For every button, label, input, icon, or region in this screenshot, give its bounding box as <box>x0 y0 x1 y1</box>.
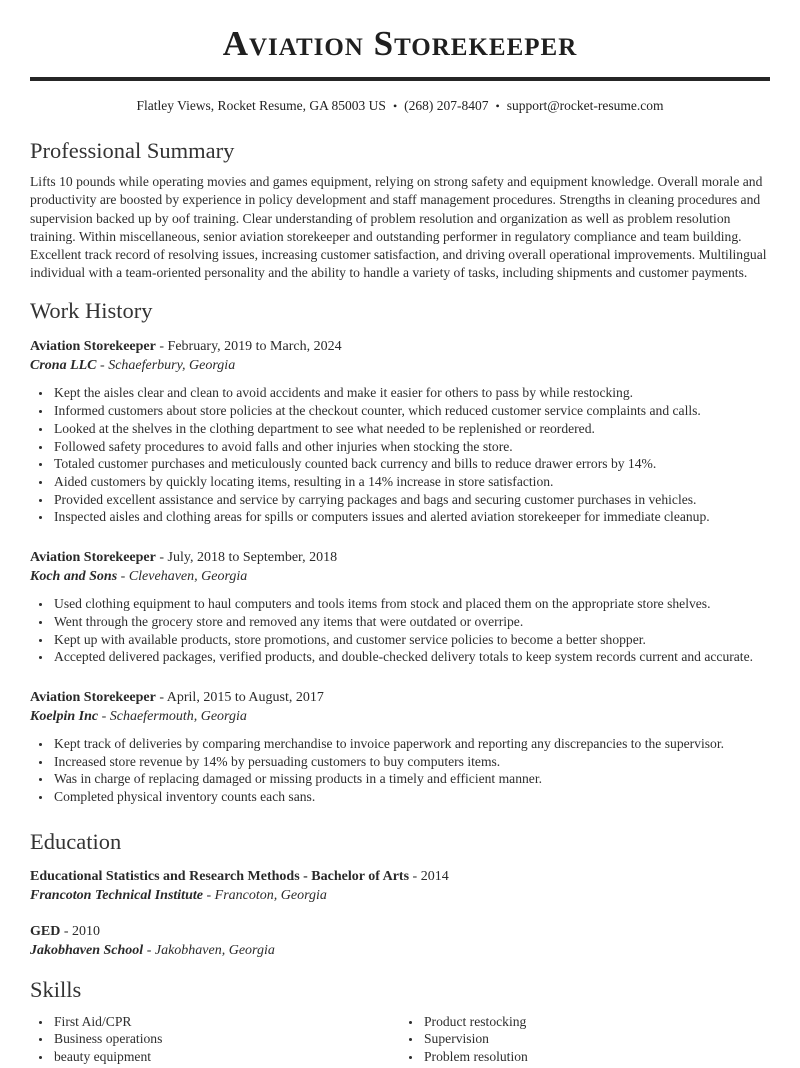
job-bullet: • Increased store revenue by 14% by persuading customers to buy computers items. <box>52 753 770 771</box>
skills-columns <box>30 1013 770 1066</box>
resume-page <box>0 24 800 1066</box>
skills-column-right <box>400 1013 770 1066</box>
education-degree: GED <box>30 923 61 939</box>
education-year: 2014 <box>420 868 449 884</box>
skill-item: • beauty equipment <box>52 1048 400 1066</box>
education-degree-line <box>30 867 770 886</box>
job-bullet: • Completed physical inventory counts each sans. <box>52 788 770 806</box>
job-bullet-list <box>30 595 770 666</box>
job-bullet: • Was in charge of replacing damaged or missing products in a timely and efficient manner. <box>52 770 770 788</box>
education-location: Jakobhaven, Georgia <box>154 942 275 958</box>
education-degree-line <box>30 922 770 941</box>
separator-dash: - <box>120 569 126 585</box>
job-bullet: • Looked at the shelves in the clothing department to see what needed to be replenished or reordered. <box>52 420 770 438</box>
contact-separator-dot: • <box>392 99 398 114</box>
job-dates: July, 2018 to September, 2018 <box>167 550 338 566</box>
section-heading-work-history: Work History <box>30 298 153 324</box>
job-dates: February, 2019 to March, 2024 <box>167 339 342 355</box>
separator-dash: - <box>412 868 418 884</box>
job-location: Schaefermouth, Georgia <box>109 708 247 724</box>
job-title-line <box>30 548 770 567</box>
job-title: Aviation Storekeeper <box>30 550 156 566</box>
job-bullet: • Aided customers by quickly locating items, resulting in a 14% increase in store satisfaction. <box>52 473 770 491</box>
job-bullet: • Accepted delivered packages, verified products, and double-checked delivery totals to keep system records current and accurate. <box>52 648 770 666</box>
job-company: Koelpin Inc <box>30 708 99 724</box>
job-bullet: • Used clothing equipment to haul computers and tools items from stock and placed them on the appropriate store shelves. <box>52 595 770 613</box>
contact-address: Flatley Views, Rocket Resume, GA 85003 US <box>136 98 386 114</box>
job-title-line <box>30 688 770 707</box>
separator-dash: - <box>159 550 165 566</box>
contact-email: support@rocket-resume.com <box>506 98 664 114</box>
education-degree: Educational Statistics and Research Methods - Bachelor of Arts <box>30 868 410 884</box>
job-bullet: • Kept track of deliveries by comparing merchandise to invoice paperwork and reporting any discrepancies to the supervisor. <box>52 735 770 753</box>
contact-phone: (268) 207-8407 <box>404 98 489 114</box>
job-bullet: • Kept up with available products, store promotions, and customer service policies to become a better shopper. <box>52 631 770 649</box>
job-location: Clevehaven, Georgia <box>128 569 248 585</box>
education-school-line <box>30 941 770 960</box>
job-company: Koch and Sons <box>30 569 118 585</box>
separator-dash: - <box>63 923 69 939</box>
education-location: Francoton, Georgia <box>214 887 327 903</box>
contact-separator-dot: • <box>495 99 500 114</box>
job-bullet-list <box>30 384 770 526</box>
job-location: Schaeferbury, Georgia <box>108 358 236 374</box>
skills-list-right <box>400 1013 770 1066</box>
job-bullet: • Informed customers about store policies at the checkout counter, which reduced customer service complaints and calls. <box>52 402 770 420</box>
job-company-line <box>30 567 770 586</box>
separator-dash: - <box>159 339 165 355</box>
job-title-line <box>30 337 770 356</box>
job-bullet: • Followed safety procedures to avoid falls and other injuries when stocking the store. <box>52 438 770 456</box>
job-bullet: • Inspected aisles and clothing areas for spills or computers issues and alerted aviation storekeeper for immediate cleanup. <box>52 508 770 526</box>
skill-item: • Supervision <box>422 1030 770 1048</box>
education-year: 2010 <box>72 923 101 939</box>
resume-title: Aviation Storekeeper <box>222 24 578 63</box>
job-entry-3 <box>30 688 770 806</box>
education-entry-2 <box>30 922 770 960</box>
skill-item: • First Aid/CPR <box>52 1013 400 1031</box>
skills-list-left <box>30 1013 400 1066</box>
job-bullet: • Provided excellent assistance and service by carrying packages and bags and securing customer purchases in vehicles. <box>52 491 770 509</box>
job-entry-1 <box>30 337 770 526</box>
professional-summary-text: Lifts 10 pounds while operating movies and games equipment, relying on strong safety and equipment knowledge. Overall morale and productivity are boosted by experience in policy development and staff management procedures. Strengths in cleaning procedures and supervision backed up by oof training. Clear understanding of problem resolution and organization as well as problem resolution training. Within miscellaneous, senior aviation storekeeper and outstanding performer in regulatory compliance and team building. Excellent track record of resolving issues, increasing customer satisfaction, and driving overall operational improvements. Multilingual individual with a team-oriented personality and the ability to handle a variety of tasks, including shipments and customer payments. <box>30 174 767 281</box>
skill-item: • Product restocking <box>422 1013 770 1031</box>
job-bullet-list <box>30 735 770 806</box>
separator-dash: - <box>146 942 152 958</box>
education-school-line <box>30 886 770 905</box>
skill-item: • Problem resolution <box>422 1048 770 1066</box>
job-company: Crona LLC <box>30 358 97 374</box>
job-bullet: • Totaled customer purchases and meticulously counted back currency and bills to reduce drawer errors by 14%. <box>52 455 770 473</box>
separator-dash: - <box>101 708 107 724</box>
header-divider <box>30 77 770 81</box>
separator-dash: - <box>206 887 212 903</box>
job-bullet: • Kept the aisles clear and clean to avoid accidents and make it easier for others to pass by while restocking. <box>52 384 770 402</box>
job-company-line <box>30 356 770 375</box>
skills-column-left <box>30 1013 400 1066</box>
separator-dash: - <box>100 358 105 374</box>
education-school: Jakobhaven School <box>30 942 144 958</box>
job-title: Aviation Storekeeper <box>30 689 156 705</box>
job-dates: April, 2015 to August, 2017 <box>166 689 324 705</box>
section-heading-skills: Skills <box>30 976 82 1002</box>
section-heading-professional-summary: Professional Summary <box>30 138 235 164</box>
education-entry-1 <box>30 867 770 905</box>
job-entry-2 <box>30 548 770 666</box>
job-company-line <box>30 707 770 726</box>
section-heading-education: Education <box>30 828 122 854</box>
separator-dash: - <box>159 689 165 705</box>
skill-item: • Business operations <box>52 1030 400 1048</box>
contact-line <box>30 98 770 114</box>
job-bullet: • Went through the grocery store and removed any items that were outdated or overripe. <box>52 613 770 631</box>
education-school: Francoton Technical Institute <box>30 887 203 903</box>
job-title: Aviation Storekeeper <box>30 339 156 355</box>
